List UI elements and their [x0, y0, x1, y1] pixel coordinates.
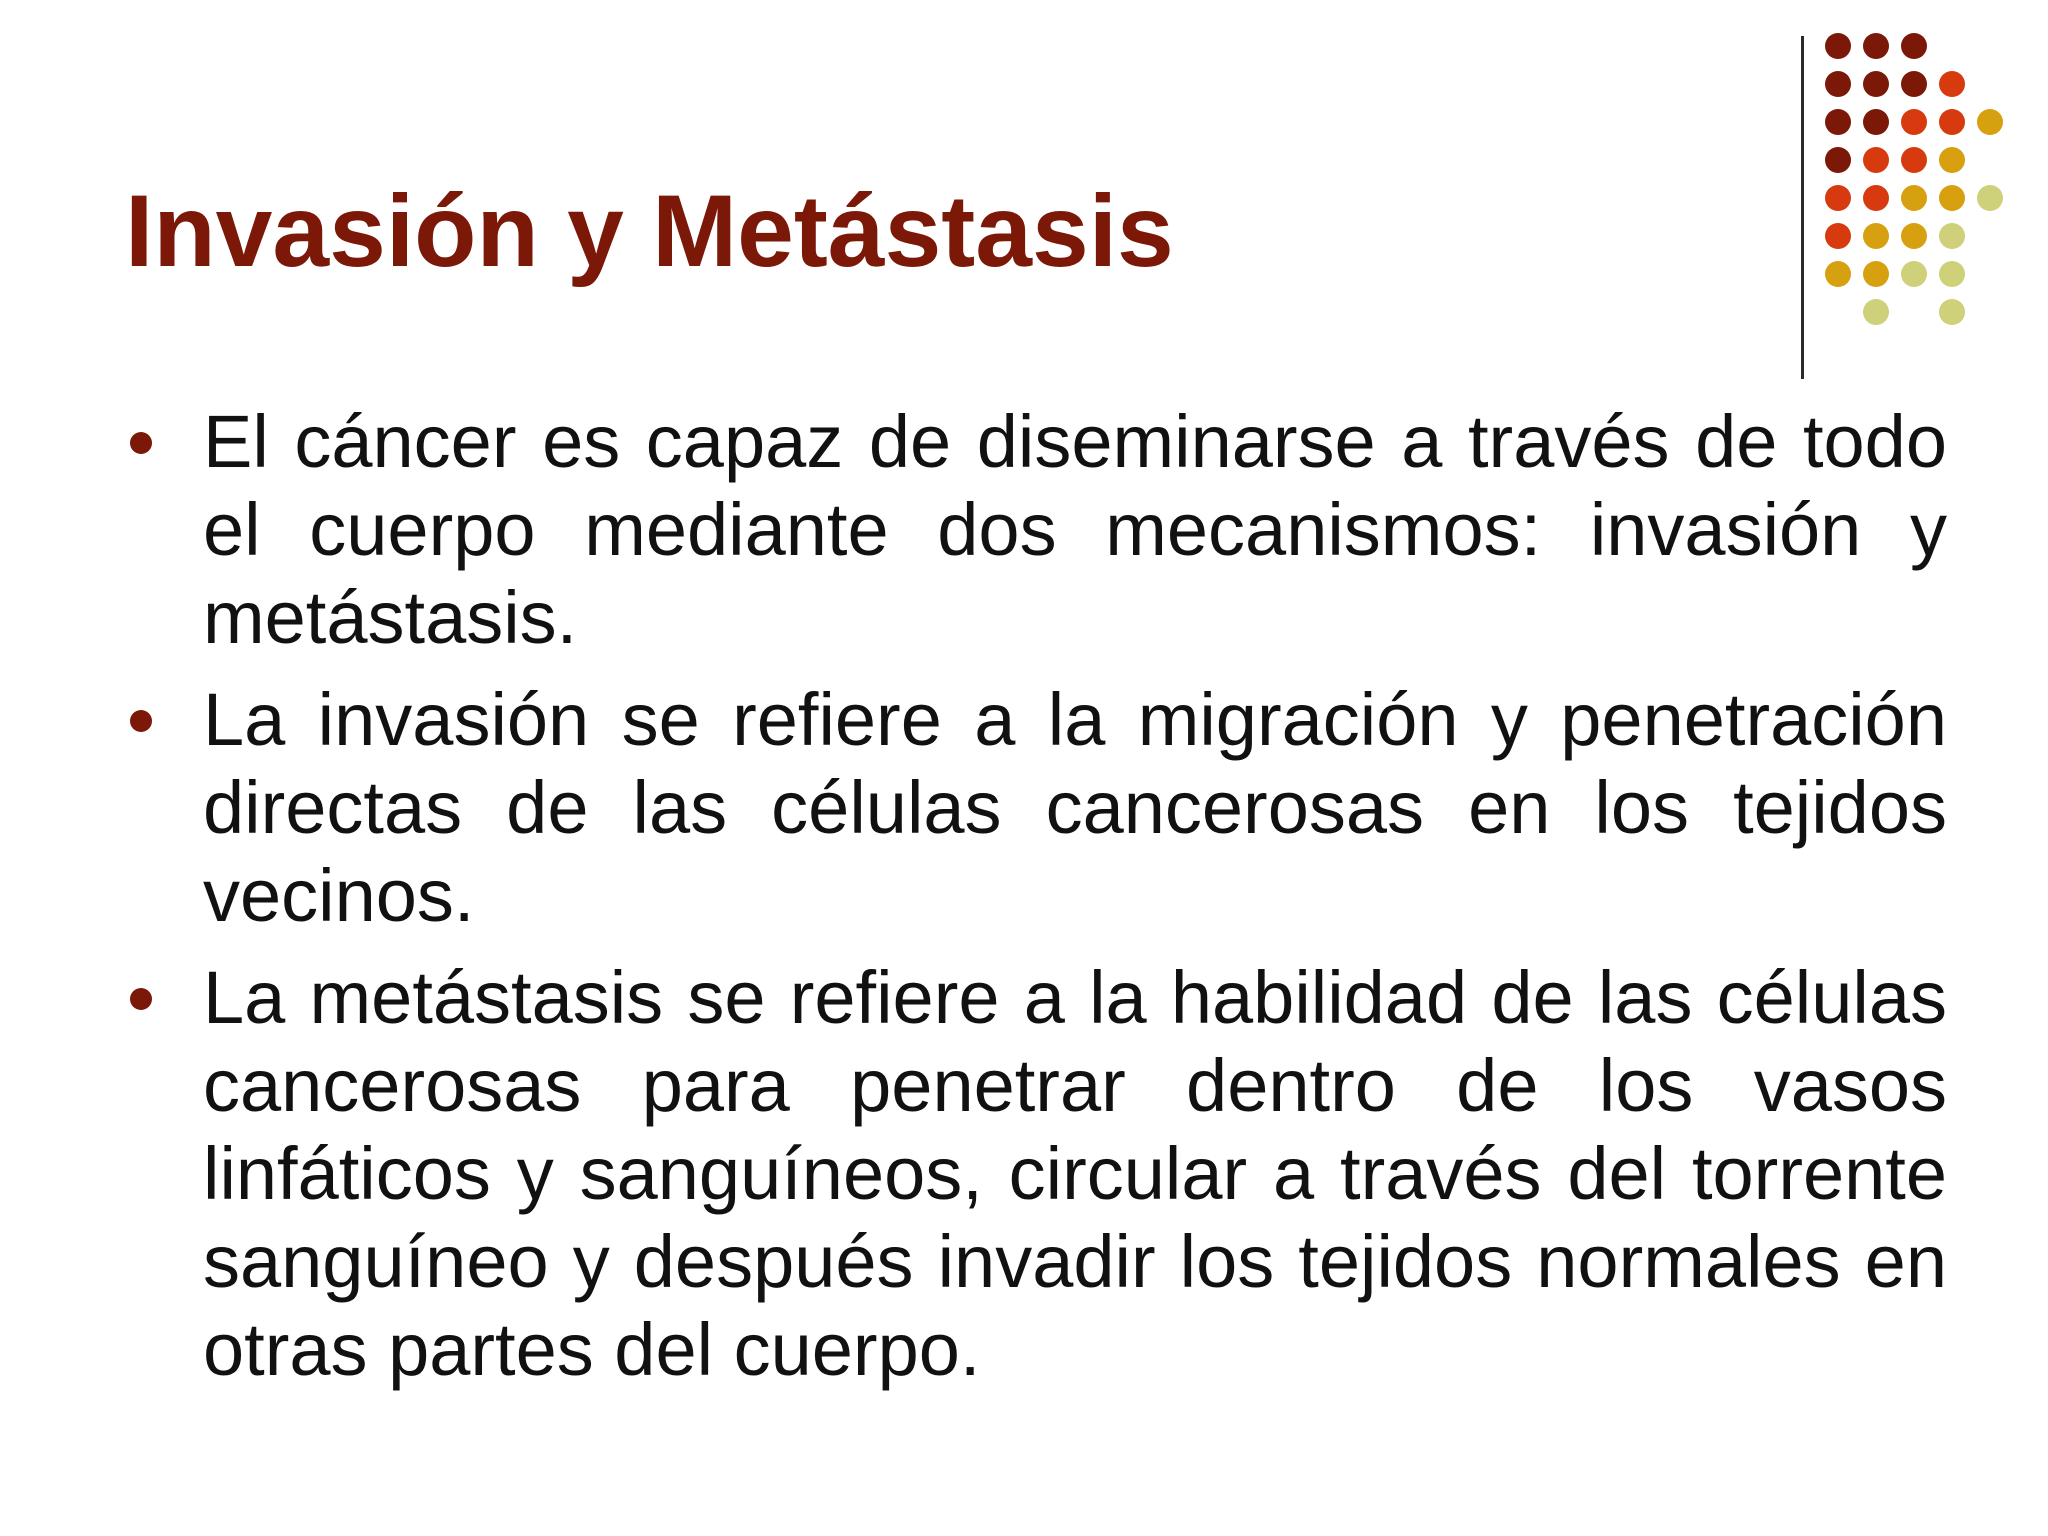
decorative-dot [1825, 223, 1851, 249]
decorative-dot [1901, 185, 1927, 211]
bullet-text: El cáncer es capaz de diseminarse a través de todo el cuerpo mediante dos mecanismos: invasión y metástasis. [203, 400, 1947, 659]
decorative-dot [1939, 299, 1965, 325]
decorative-dot [1863, 261, 1889, 287]
decorative-dot [1825, 185, 1851, 211]
decorative-dot [1939, 261, 1965, 287]
decorative-dot [1977, 185, 2003, 211]
decorative-dot [1901, 71, 1927, 97]
slide-title: Invasión y Metástasis [125, 174, 1174, 288]
vertical-divider [1801, 36, 1804, 379]
decorative-dot [1939, 71, 1965, 97]
decorative-dot [1863, 109, 1889, 135]
decorative-dot [1901, 261, 1927, 287]
decorative-dot [1863, 185, 1889, 211]
bullet-item [125, 676, 1947, 940]
decorative-dot [1825, 261, 1851, 287]
decorative-dot [1977, 109, 2003, 135]
decorative-dot [1863, 223, 1889, 249]
bullet-icon [130, 432, 152, 454]
bullet-text: La invasión se refiere a la migración y penetración directas de las células cancerosas en los tejidos vecinos. [203, 678, 1947, 937]
bullet-item [125, 954, 1947, 1394]
decorative-dot [1939, 147, 1965, 173]
decorative-dot [1939, 223, 1965, 249]
bullet-text: La metástasis se refiere a la habilidad de las células cancerosas para penetrar dentro de los vasos linfáticos y sanguíneos, circular a través del torrente sanguíneo y después invadir los tejidos normales en otras partes del cuerpo. [203, 956, 1947, 1391]
decorative-dot [1863, 147, 1889, 173]
decorative-dot [1825, 109, 1851, 135]
decorative-dot [1825, 147, 1851, 173]
bullet-icon [130, 988, 152, 1010]
bullet-list [125, 398, 1947, 1408]
decorative-dot [1901, 223, 1927, 249]
bullet-icon [130, 710, 152, 732]
decorative-dot [1901, 109, 1927, 135]
decorative-dot [1939, 109, 1965, 135]
decorative-dot [1863, 33, 1889, 59]
bullet-item [125, 398, 1947, 662]
decorative-dot [1863, 299, 1889, 325]
decorative-dot [1863, 71, 1889, 97]
decorative-dot [1825, 33, 1851, 59]
decorative-dot [1825, 71, 1851, 97]
decorative-dot [1901, 33, 1927, 59]
decorative-dot [1901, 147, 1927, 173]
decorative-dot [1939, 185, 1965, 211]
